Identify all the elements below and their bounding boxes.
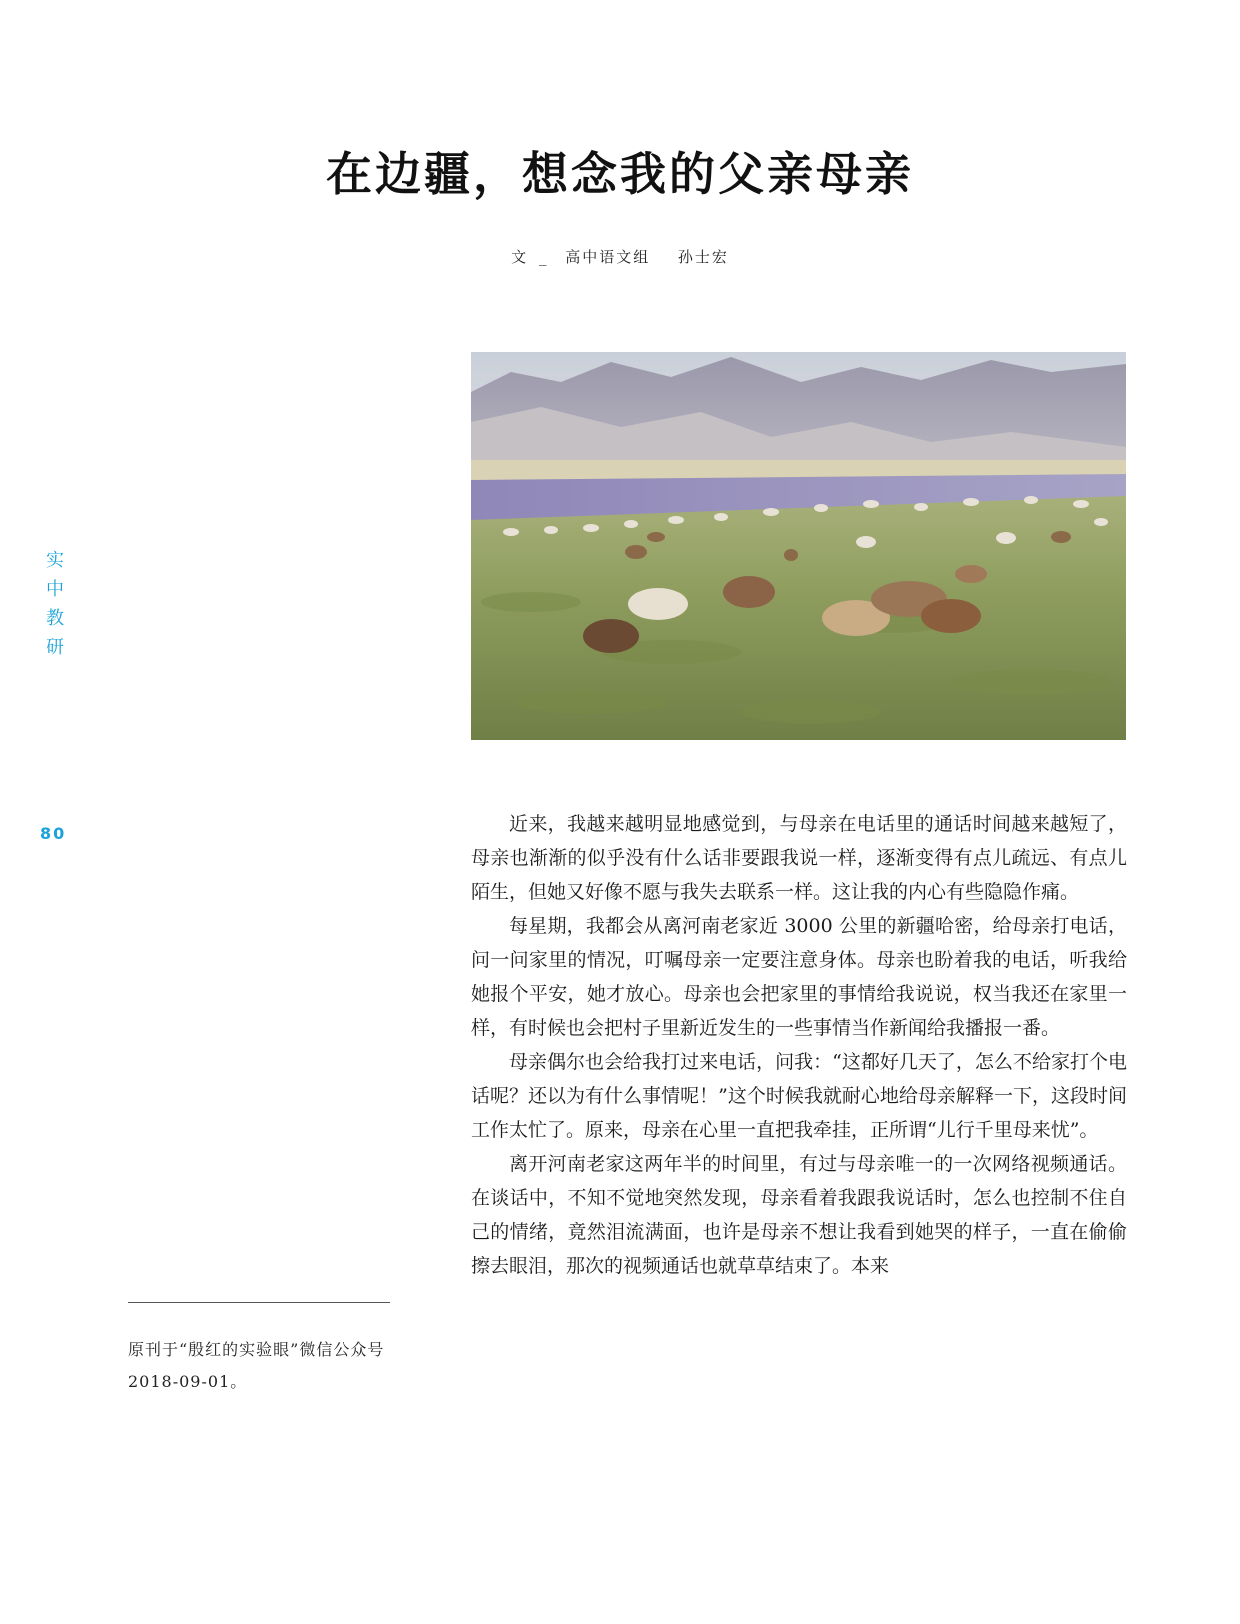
footnote: 原刊于“殷红的实验眼”微信公众号 2018-09-01。 [128, 1340, 385, 1391]
byline [0, 246, 1240, 267]
body-paragraph: 离开河南老家这两年半的时间里，有过与母亲唯一的一次网络视频通话。在谈话中，不知不觉地突然发现，母亲看着我跟我说话时，怎么也控制不住自己的情绪，竟然泪流满面，也许是母亲不想让我看到她哭的样子，一直在偷偷擦去眼泪，那次的视频通话也就草草结束了。本来 [471, 1153, 1127, 1277]
author-group: 高中语文组 [565, 248, 651, 266]
article-body [471, 807, 1127, 1283]
author-name: 孙士宏 [677, 248, 729, 266]
section-label [44, 546, 66, 662]
footnote-divider [128, 1302, 390, 1303]
section-label-char: 研 [46, 637, 64, 658]
landscape-photo [471, 352, 1126, 740]
page-number: 80 [40, 824, 67, 843]
body-paragraph: 每星期，我都会从离河南老家近 3000 公里的新疆哈密，给母亲打电话，问一问家里的情况，叮嘱母亲一定要注意身体。母亲也盼着我的电话，听我给她报个平安，她才放心。母亲也会把家里的事情给我说说，权当我还在家里一样，有时候也会把村子里新近发生的一些事情当作新闻给我播报一番。 [471, 915, 1127, 1039]
section-label-char: 实 [46, 550, 64, 571]
photo-icon [471, 352, 1126, 740]
body-paragraph: 近来，我越来越明显地感觉到，与母亲在电话里的通话时间越来越短了，母亲也渐渐的似乎没有什么话非要跟我说一样，逐渐变得有点儿疏远、有点儿陌生，但她又好像不愿与我失去联系一样。这让我的内心有些隐隐作痛。 [471, 813, 1127, 903]
body-paragraph: 母亲偶尔也会给我打过来电话，问我：“这都好几天了，怎么不给家打个电话呢？还以为有什么事情呢！”这个时候我就耐心地给母亲解释一下，这段时间工作太忙了。原来，母亲在心里一直把我牵挂，正所谓“儿行千里母来忧”。 [471, 1051, 1127, 1141]
article-title: 在边疆，想念我的父亲母亲 [326, 147, 914, 201]
byline-prefix: 文 [511, 248, 529, 266]
byline-separator: _ [538, 248, 549, 266]
section-label-char: 教 [46, 608, 64, 629]
section-label-char: 中 [46, 579, 64, 600]
